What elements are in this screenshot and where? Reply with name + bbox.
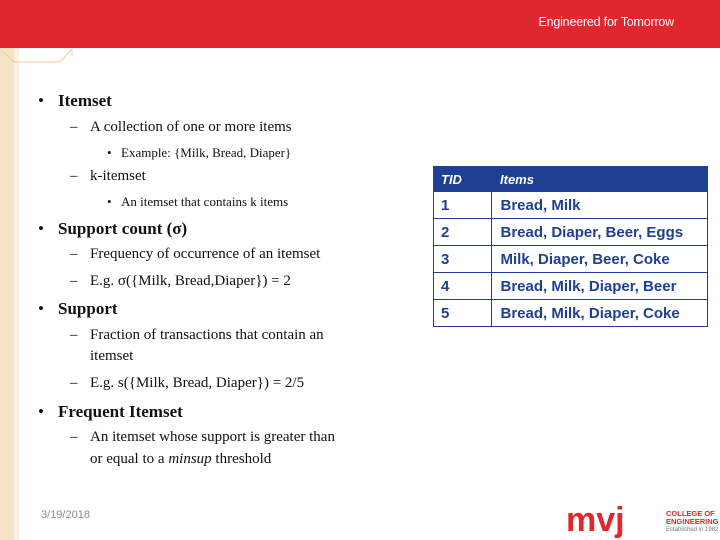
bullet-support-count [38, 219, 188, 239]
left-stripe [0, 48, 14, 540]
tid-header: TID [434, 167, 492, 192]
items-header: Items [491, 167, 708, 192]
itemset-title: Itemset [58, 91, 112, 110]
bullet-dot: • [38, 91, 44, 110]
bullet-dot: • [38, 402, 44, 421]
support-count-sub1-text: Frequency of occurrence of an itemset [90, 246, 321, 262]
logo-line1: COLLEGE OF [666, 509, 715, 518]
itemset-sub2-text: k-itemset [90, 168, 146, 184]
left-stripe-inner [14, 48, 19, 540]
itemset-k-desc [107, 194, 289, 210]
frequent-itemset-title: Frequent Itemset [58, 402, 183, 421]
table-header-row [434, 167, 708, 192]
support-count-sub2-text: E.g. σ({Milk, Bread,Diaper}) = 2 [90, 273, 291, 289]
minsup-term: minsup [168, 451, 212, 467]
slide-date: 3/19/2018 [41, 509, 90, 521]
support-sub2-text: E.g. s({Milk, Bread, Diaper}) = 2/5 [90, 375, 305, 391]
dash: – [70, 119, 78, 135]
frequent-sub1-cont [90, 451, 271, 468]
items-cell: Bread, Milk [491, 192, 708, 219]
itemset-example [107, 145, 292, 161]
corner-decoration [0, 0, 120, 80]
support-sub1 [70, 327, 324, 344]
frequent-sub1-prefix: or equal to a [90, 451, 169, 467]
bullet-dot: • [38, 299, 44, 318]
itemset-sub2 [70, 168, 146, 185]
itemset-sub1-text: A collection of one or more items [90, 119, 292, 135]
bullet-frequent-itemset [38, 402, 183, 422]
frequent-sub1-text: An itemset whose support is greater than [90, 429, 335, 445]
tid-cell: 5 [434, 300, 492, 327]
items-cell: Bread, Milk, Diaper, Beer [491, 273, 708, 300]
support-sub1-text: Fraction of transactions that contain an [90, 327, 324, 343]
logo-line2: ENGINEERING [666, 517, 719, 526]
support-count-title: Support count (σ) [58, 219, 188, 238]
bullet-dot: • [107, 194, 112, 209]
dash: – [70, 246, 78, 262]
tid-cell: 1 [434, 192, 492, 219]
transactions-table [433, 166, 708, 327]
itemset-k-desc-text: An itemset that contains k items [121, 194, 289, 209]
dash: – [70, 429, 78, 445]
itemset-example-text: Example: {Milk, Bread, Diaper} [121, 145, 292, 160]
bullet-dot: • [38, 219, 44, 238]
itemset-sub1 [70, 119, 292, 136]
dash: – [70, 273, 78, 289]
tid-cell: 3 [434, 246, 492, 273]
table-row [434, 246, 708, 273]
logo-wordmark: mvj [566, 503, 625, 539]
support-title: Support [58, 299, 118, 318]
support-count-sub1 [70, 246, 321, 263]
tid-cell: 2 [434, 219, 492, 246]
bullet-dot: • [107, 145, 112, 160]
logo-est: Established in 1982 [666, 527, 719, 533]
table-row [434, 300, 708, 327]
dash: – [70, 375, 78, 391]
dash: – [70, 327, 78, 343]
dash: – [70, 168, 78, 184]
tid-cell: 4 [434, 273, 492, 300]
logo-caption [666, 510, 719, 534]
support-sub1-text-cont: itemset [90, 348, 134, 364]
items-cell: Milk, Diaper, Beer, Coke [491, 246, 708, 273]
items-cell: Bread, Milk, Diaper, Coke [491, 300, 708, 327]
frequent-sub1-suffix: threshold [211, 451, 272, 467]
support-count-sub2 [70, 273, 291, 290]
frequent-sub1 [70, 429, 335, 446]
mvj-logo [566, 503, 666, 539]
bullet-support [38, 299, 118, 319]
table-row [434, 219, 708, 246]
table-row [434, 192, 708, 219]
support-sub2 [70, 375, 305, 392]
support-sub1-cont [90, 348, 133, 365]
table-row [434, 273, 708, 300]
bullet-itemset [38, 91, 112, 111]
items-cell: Bread, Diaper, Beer, Eggs [491, 219, 708, 246]
header-tagline: Engineered for Tomorrow [538, 15, 674, 29]
